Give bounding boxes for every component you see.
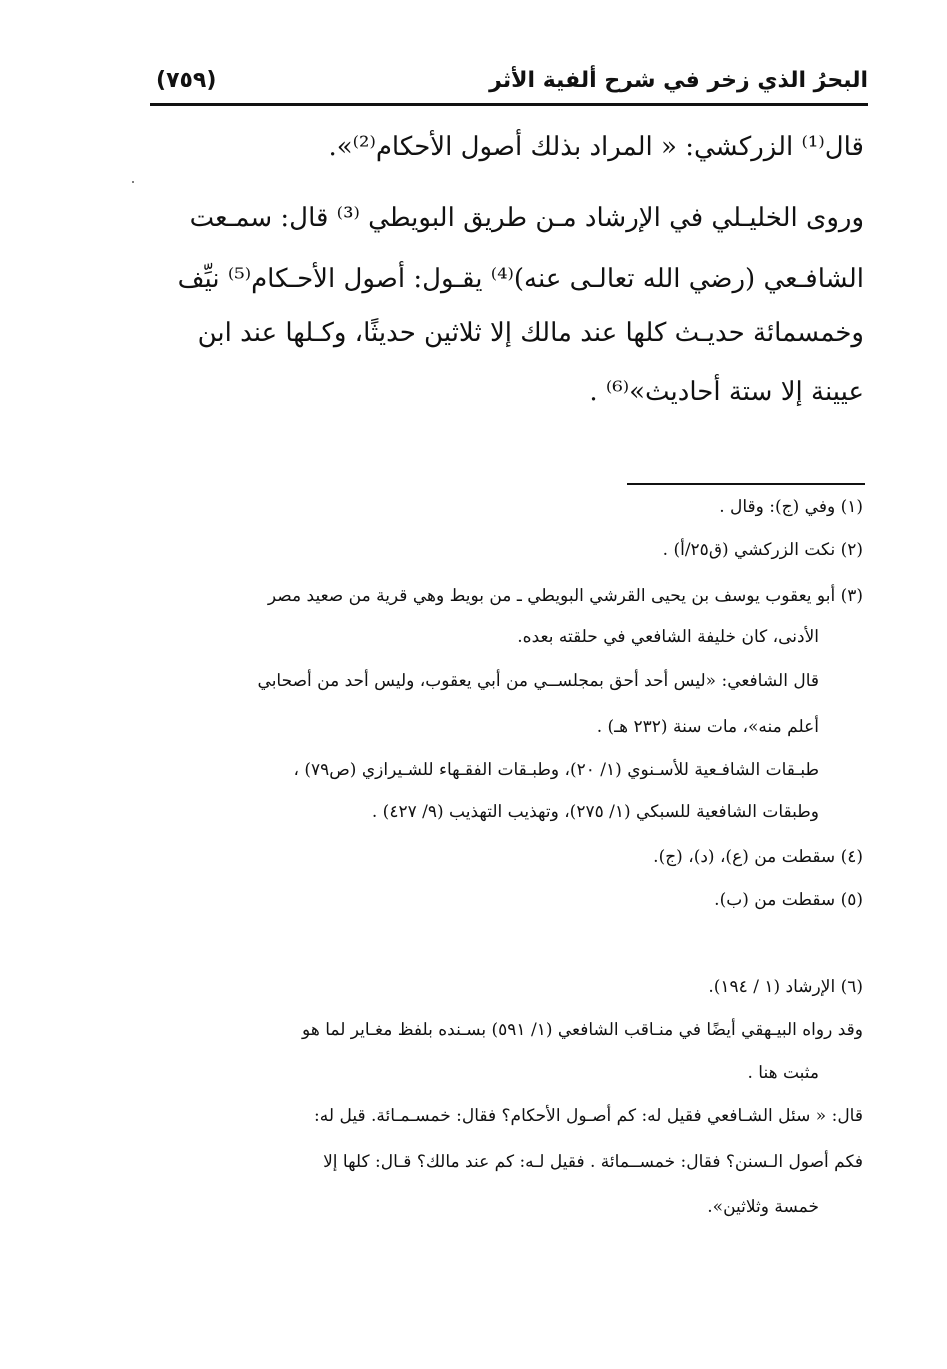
main-line (178, 264, 864, 294)
footnote-line: (١) وفي (ج): وقال . (719, 497, 863, 517)
footnote-line: (٤) سقطت من (ع)، (د)، (ج). (653, 847, 863, 867)
footnote-line: مثبت هنا . (747, 1063, 819, 1083)
main-line (589, 377, 864, 407)
footnote-line: أعلم منه»، مات سنة (٢٣٢ هـ) . (596, 717, 819, 737)
footnote-line: (٣) أبو يعقوب يوسف بن يحيى القرشي البويطي ـ من بويط وهي قرية من صعيد مصر (267, 586, 863, 606)
footnote-line: (٦) الإرشاد (١ / ١٩٤). (708, 977, 863, 997)
header-rule (150, 103, 868, 106)
footnote-line: (٥) سقطت من (ب). (714, 890, 863, 910)
main-line (198, 318, 864, 348)
speck (132, 181, 134, 183)
main-line-text: وخمسمائة حديـث كلها عند مالك إلا ثلاثين حديثًا، وكـلها عند ابن (197, 318, 864, 348)
main-line (190, 203, 864, 233)
footnote-line: طبـقات الشافـعية للأسـنوي (١/ ٢٠)، وطبـقات الفقـهاء للشـيرازي (ص٧٩) ، (293, 760, 819, 780)
footnote-line: قال الشافعي: «ليس أحد أحق بمجلســي من أبي يعقوب، وليس أحد من أصحابي (257, 671, 819, 691)
footnote-line: خمسة وثلاثين». (707, 1197, 819, 1217)
page-number: (٧٥٩) (156, 68, 217, 93)
page-header (150, 62, 868, 102)
footnote-line: قال: « سئل الشـافعي فقيل له: كم أصـول الأحكام؟ فقال: خمسـمـائة. قيل له: (314, 1106, 863, 1126)
footnote-line: الأدنى، كان خليفة الشافعي في حلقته بعده. (517, 627, 819, 647)
footnote-separator (627, 483, 865, 485)
main-line-text: قال⁽¹⁾ الزركشي: « المراد بذلك أصول الأحكام⁽²⁾». (328, 132, 864, 162)
main-line-text: الشافـعي (رضي الله تعالـى عنه)⁽⁴⁾ يقـول: أصول الأحـكام⁽⁵⁾ نيِّف (177, 264, 864, 294)
main-line (294, 132, 864, 162)
footnote-line: وقد رواه البيـهقي أيضًا في منـاقب الشافعي (١/ ٥٩١) بسـنده بلفظ مغـاير لما هو (302, 1020, 863, 1040)
footnote-line: فكم أصول الـسنن؟ فقال: خمســمائة . فقيل لـه: كم عند مالك؟ قـال: كلها إلا (323, 1152, 863, 1172)
footnote-line: (٢) نكت الزركشي (ق٢٥/أ) . (662, 540, 863, 560)
running-title: البحرُ الذي زخر في شرح ألفية الأثر (489, 68, 868, 93)
footnote-line: وطبقات الشافعية للسبكي (١/ ٢٧٥)، وتهذيب التهذيب (٩/ ٤٢٧) . (371, 802, 819, 822)
main-line-text: عيينة إلا ستة أحاديث»⁽⁶⁾ . (589, 377, 864, 407)
main-line-text: وروى الخليـلي في الإرشاد مـن طريق البويطي ⁽³⁾ قال: سمـعت (189, 203, 864, 233)
